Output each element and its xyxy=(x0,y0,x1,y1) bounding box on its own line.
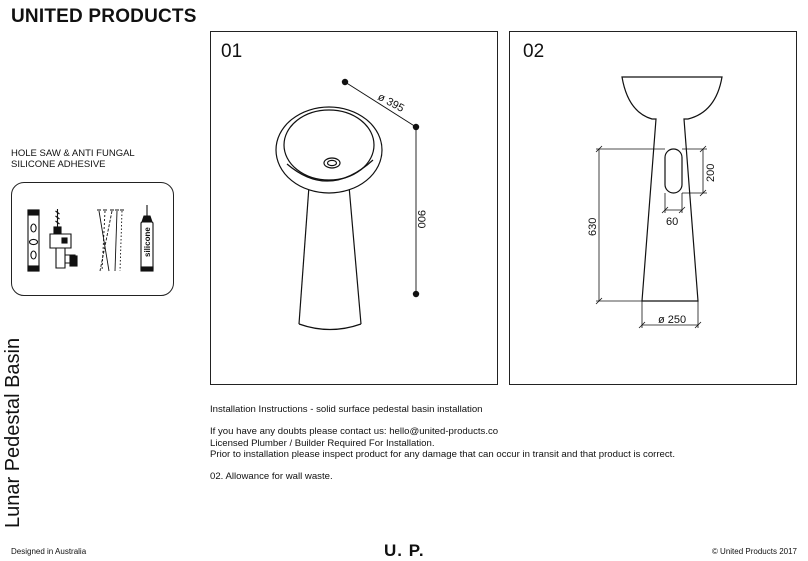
dim-diameter-250: ø 250 xyxy=(658,314,687,326)
instructions-contact: If you have any doubts please contact us: hello@united-products.co xyxy=(210,426,499,438)
level-icon xyxy=(28,210,39,271)
dim-200: 200 xyxy=(705,163,717,182)
instructions-inspect: Prior to installation please inspect product for any damage that can occur in transit and that product is correct. xyxy=(210,448,676,460)
footer-designed-in: Designed in Australia xyxy=(11,547,87,556)
dim-height-900: 900 xyxy=(415,210,427,229)
panel-number-02: 02 xyxy=(523,41,545,62)
diagram-panel-02 xyxy=(509,31,797,385)
screws-icon xyxy=(97,210,124,271)
tools-heading-line2: SILICONE ADHESIVE xyxy=(11,159,106,170)
dim-diameter-395: ø 395 xyxy=(375,91,407,115)
basin-elevation-outline xyxy=(622,77,722,301)
tools-heading-line1: HOLE SAW & ANTI FUNGAL xyxy=(11,148,135,159)
tools-heading xyxy=(11,148,161,170)
dim-630: 630 xyxy=(587,217,599,236)
product-title: Lunar Pedestal Basin xyxy=(2,337,24,528)
pedestal-basin-elevation xyxy=(510,32,796,384)
installation-instructions xyxy=(210,404,770,482)
pedestal-basin-perspective xyxy=(211,32,497,384)
tools-box xyxy=(11,182,174,296)
dim-60: 60 xyxy=(666,216,679,228)
tools-illustration xyxy=(12,183,173,295)
brand-title: UNITED PRODUCTS xyxy=(11,6,197,27)
instructions-step-02: 02. Allowance for wall waste. xyxy=(210,471,333,483)
up-logo: U. P. xyxy=(384,541,425,560)
silicone-label: silicone xyxy=(143,227,152,257)
basin-outline xyxy=(276,107,382,330)
instructions-heading: Installation Instructions - solid surface pedestal basin installation xyxy=(210,404,483,415)
panel-number-01: 01 xyxy=(221,41,243,62)
silicone-tube-icon xyxy=(141,205,153,271)
diagram-panel-01 xyxy=(210,31,498,385)
drill-icon xyxy=(50,209,77,268)
instructions-plumber: Licensed Plumber / Builder Required For Installation. xyxy=(210,437,435,449)
footer-copyright: © United Products 2017 xyxy=(711,547,797,556)
